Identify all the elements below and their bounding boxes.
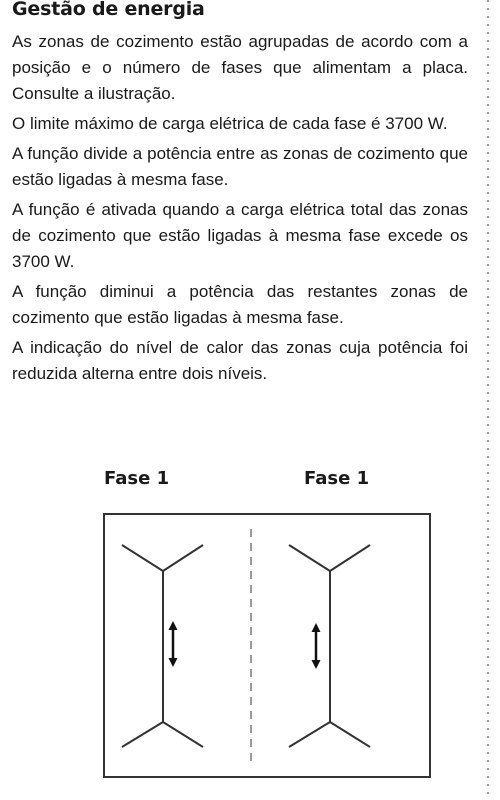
page-edge-dotted-rule bbox=[487, 0, 489, 800]
hob-phase-diagram bbox=[101, 511, 433, 780]
paragraph-power-split: A função divide a potência entre as zonas de cozimento que estão ligadas à mesma fase. bbox=[12, 144, 468, 189]
document-body bbox=[12, 0, 468, 391]
paragraph-power-reduction: A função diminui a potência das restantes zonas de cozimento que estão ligadas à mesma fase. bbox=[12, 282, 468, 327]
double-arrow-icon bbox=[312, 623, 321, 669]
paragraph-activation: A função é ativada quando a carga elétrica total das zonas de cozimento que estão ligadas à mesma fase excede os 3700 W. bbox=[12, 200, 468, 271]
section-title: Gestão de energia bbox=[12, 0, 205, 20]
paragraph-heat-indication: A indicação do nível de calor das zonas cuja potência foi reduzida alterna entre dois níveis. bbox=[12, 338, 468, 383]
double-arrow-icon bbox=[169, 621, 178, 667]
paragraph-zone-grouping: As zonas de cozimento estão agrupadas de acordo com a posição e o número de fases que alimentam a placa. Consulte a ilustração. bbox=[12, 32, 468, 103]
cooking-zone-left-icon bbox=[122, 545, 203, 747]
cooking-zone-right-icon bbox=[289, 545, 370, 747]
phase-label-left: Fase 1 bbox=[104, 468, 170, 489]
paragraph-max-load: O limite máximo de carga elétrica de cada fase é 3700 W. bbox=[12, 114, 448, 133]
phase-label-right: Fase 1 bbox=[304, 468, 370, 489]
hob-outline-icon bbox=[104, 514, 430, 777]
